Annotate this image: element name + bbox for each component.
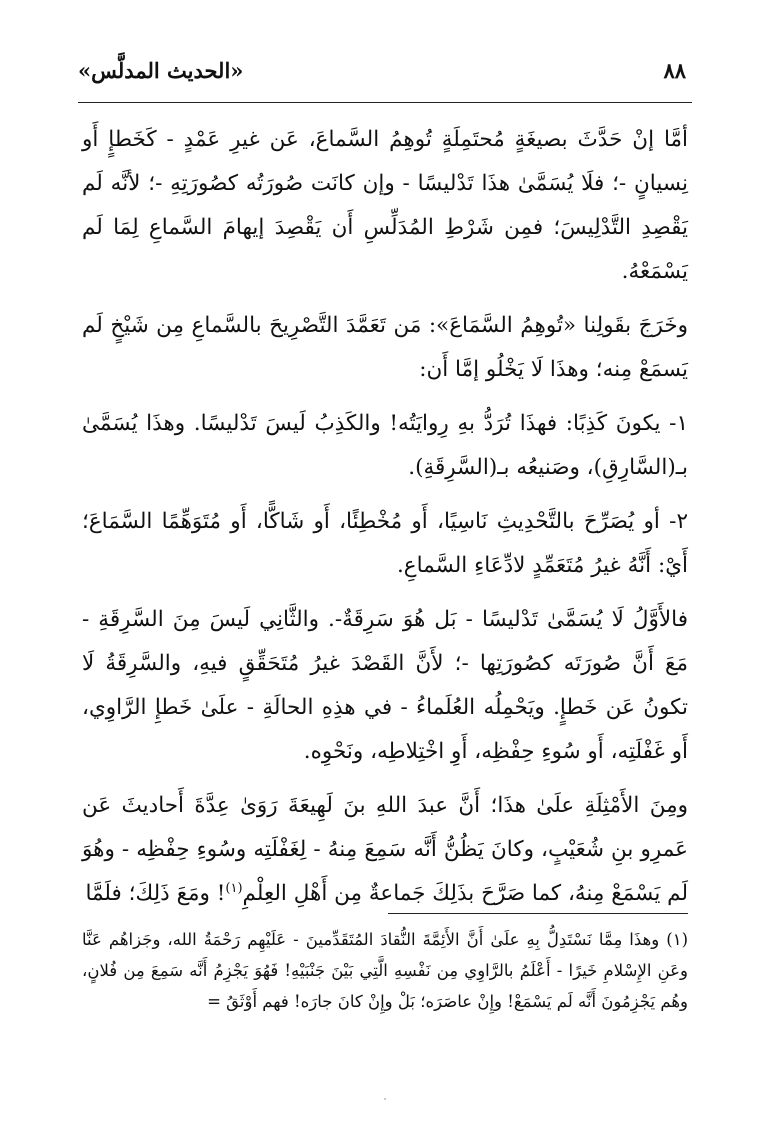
paragraph-text: ومِنَ الأَمْثِلَةِ علَىٰ هذَا؛ أَنَّ عبدَ اللهِ بنَ لَهِيعَةَ رَوَىٰ عِدَّةَ أَحاديثَ عَن عَمرِو بنِ شُعَيْبٍ، وكانَ يَظُنُّ أَنَّه سَمِعَ مِنهُ - لِغَفْلَتِه وسُوءِ حِفْظِه - وهُوَ لَم يَسْمَعْ مِنهُ، كما صَرَّحَ بذَلِكَ جَماعةٌ مِن أَهْلِ العِلْمِ bbox=[82, 793, 688, 906]
footnote-rule bbox=[388, 913, 688, 914]
footnotes bbox=[82, 924, 688, 1017]
paragraph: ١- يكونَ كَذِبًا: فهذَا تُرَدُّ بهِ رِوايَتُه! والكَذِبُ لَيسَ تَدْليسًا. وهذَا يُسَمَّىٰ بـ(السَّارِقِ)، وصَنيعُه بـ(السَّرِقَةِ). bbox=[82, 411, 688, 480]
footnote-reference[interactable]: (١) bbox=[225, 880, 243, 896]
paragraph-text-continued: ! ومَعَ ذَلِكَ؛ فلَمَّا bbox=[85, 881, 226, 906]
paragraph: وخَرَجَ بقَولِنا «تُوهِمُ السَّمَاعَ»: مَن تَعَمَّدَ التَّصْرِيحَ بالسَّماعِ مِن شَيْخٍ لَم يَسمَعْ مِنه؛ وهذَا لَا يَخْلُو إمَّا أَن: bbox=[82, 313, 688, 382]
header-rule bbox=[78, 102, 692, 103]
paragraph: أمَّا إنْ حَدَّثَ بصيغَةٍ مُحتَمِلَةٍ تُوهِمُ السَّماعَ، عَن غيرِ عَمْدٍ - كَخَطإٍ أَو نِسيانٍ -؛ فلَا يُسَمَّىٰ هذَا تَدْليسًا - وإن كانَت صُورَتُه كصُورَتِهِ -؛ لأنَّه لَم يَقْصِدِ التَّدْلِيسَ؛ فمِن شَرْطِ المُدَلِّسِ أَن يَقْصِدَ إيهامَ السَّماعِ لِمَا لَم يَسْمَعْهُ. bbox=[82, 127, 688, 284]
main-text bbox=[82, 118, 688, 926]
page-header bbox=[78, 58, 692, 92]
footnote: (١) وهذَا مِمَّا نَسْتَدِلُّ بِهِ علَىٰ أَنَّ الأَئِمَّةَ النُّقادَ المُتَقَدِّمينَ - عَلَيْهِم رَحْمَةُ الله، وجَزاهُم عَنَّا وعَنِ الإِسْلامِ خَيرًا - أَعْلَمُ بالرَّاوِي مِن نَفْسِهِ الَّتِي بَيْنَ جَنْبَيْهِ! فَهُوَ يَجْزِمُ أَنَّه سَمِعَ مِن فُلانٍ، وهُم يَجْزِمُونَ أَنَّه لَم يَسْمَعْ! وإِنْ عاصَرَه؛ بَلْ وإِنْ كانَ جارَه! فهم أَوْثَقُ = bbox=[82, 930, 688, 1011]
paragraph: فالأَوَّلُ لَا يُسَمَّىٰ تَدْليسًا - بَل هُوَ سَرِقَةٌ-. والثَّانِي لَيسَ مِنَ السَّرِقَةِ - مَعَ أَنَّ صُورَتَه كصُورَتِها -؛ لأَنَّ القَصْدَ غيرُ مُتَحَقِّقٍ فيهِ، والسَّرِقَةُ لَا تكونُ عَن خَطإٍ. ويَحْمِلُه العُلَماءُ - في هذِهِ الحالَةِ - علَىٰ خَطإِ الرَّاوِي، أَو غَفْلَتِه، أَو سُوءِ حِفْظِه، أَوِ اخْتِلاطِه، ونَحْوِه. bbox=[82, 607, 688, 764]
running-title: «الحديث المدلَّس» bbox=[78, 58, 244, 83]
page-mark bbox=[384, 1098, 386, 1100]
page-number: ٨٨ bbox=[663, 58, 686, 83]
paragraph bbox=[82, 784, 688, 916]
paragraph: ٢- أو يُصَرِّحَ بالتَّحْدِيثِ نَاسِيًا، أَو مُخْطِئًا، أَو شَاكًّا، أَو مُتَوَهِّمًا السَّمَاعَ؛ أَيْ: أَنَّهُ غيرُ مُتَعَمِّدٍ لادِّعَاءِ السَّماعِ. bbox=[82, 509, 688, 578]
